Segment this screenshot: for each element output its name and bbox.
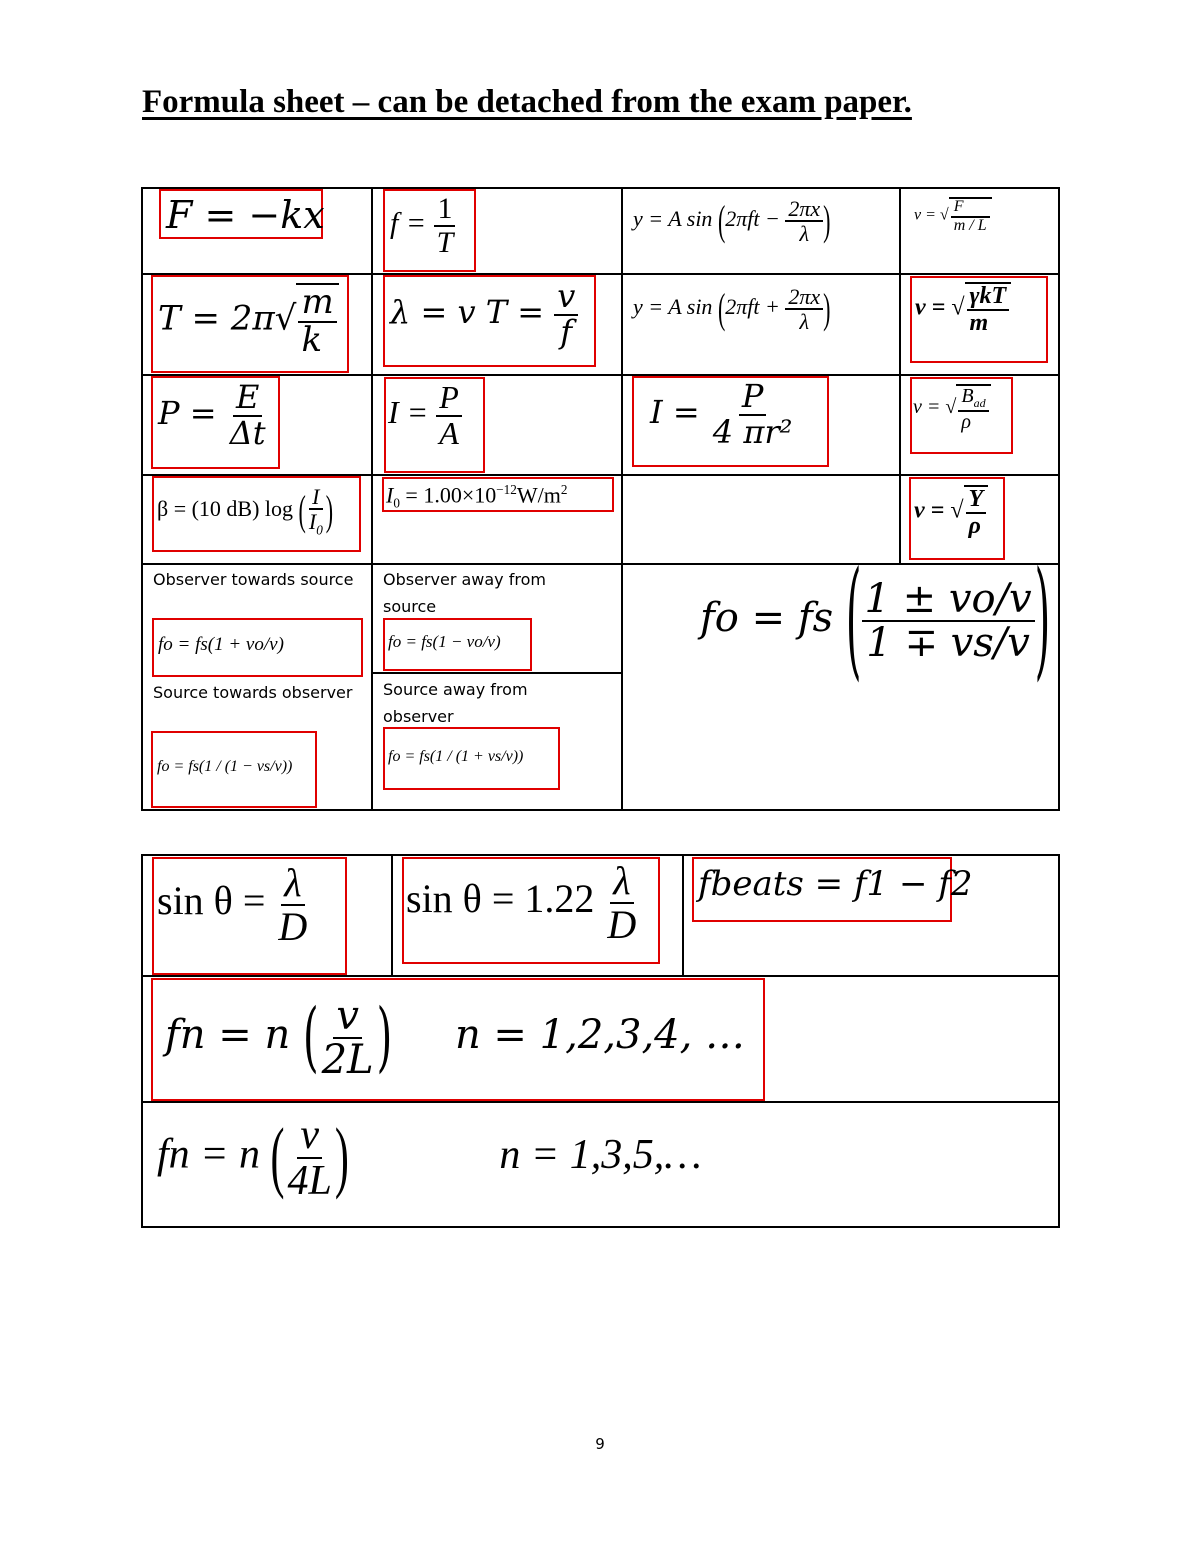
source-away-formula: fo = fs(1 / (1 + vs/v)) bbox=[388, 748, 524, 765]
wave-speed: λ = v T = $\frac{v}{f}$ bbox=[390, 280, 578, 349]
observer-away-label: Observer away from source bbox=[383, 570, 546, 616]
decibel-level: β = (10 dB) log ( $\frac{I}{I_0}$ ) bbox=[157, 484, 334, 538]
observer-towards-formula: fo = fs(1 + vo/v) bbox=[158, 634, 284, 655]
wave-equation-minus: y = A sin (2πft − $\frac{2\pi x}{\lambda}$ ) bbox=[633, 196, 831, 247]
doppler-general: fo = fs ( $\frac{1 \pm vo/v}{1 \mp vs/v}$ ) bbox=[700, 547, 1051, 695]
pendulum-spring-period: T = 2π√ $\frac{m}{k}$ bbox=[158, 283, 339, 358]
string-speed-linear-density: v = √ $\frac{F}{m / L}$ bbox=[914, 197, 992, 235]
page-number: 9 bbox=[595, 1435, 605, 1453]
power-equation: P = $\frac{E}{\Delta t}$ bbox=[158, 378, 266, 452]
intensity-area: I = $\frac{P}{A}$ bbox=[388, 381, 462, 450]
circular-aperture: sin θ = 1.22 $\frac{\lambda}{D}$ bbox=[406, 858, 637, 947]
page-title: Formula sheet – can be detached from the exam paper. bbox=[142, 84, 912, 120]
gas-sound-speed: v = √ γkT m bbox=[915, 282, 1011, 336]
single-slit-minimum: sin θ = $\frac{\lambda}{D}$ bbox=[157, 860, 308, 949]
open-pipe-harmonics: fn = n ( $\frac{v}{2L}$ ) n = 1,2,3,4, … bbox=[165, 993, 746, 1083]
fluid-sound-speed: v = √ $B_{ad}$ ρ bbox=[913, 384, 991, 433]
source-away-label: Source away from observer bbox=[383, 680, 528, 726]
observer-towards-label: Observer towards source bbox=[153, 570, 354, 589]
closed-pipe-harmonics: fn = n ( $\frac{v}{4L}$ ) n = 1,3,5,… bbox=[157, 1112, 702, 1205]
wave-equation-plus: y = A sin (2πft + $\frac{2\pi x}{\lambda}$ ) bbox=[633, 284, 831, 335]
hooke-law: F = −kx bbox=[166, 193, 325, 237]
threshold-intensity: $I_0 = 1.00\times 10^{-12}W/m^2$ bbox=[386, 482, 568, 511]
frequency-period: f = $\frac{1}{T}$ bbox=[390, 193, 456, 258]
solid-sound-speed: v = √ $\frac{Y}{\rho}$ bbox=[914, 485, 988, 539]
source-towards-formula: fo = fs(1 / (1 − vs/v)) bbox=[157, 758, 293, 775]
observer-away-formula: fo = fs(1 − vo/v) bbox=[388, 632, 501, 651]
source-towards-label: Source towards observer bbox=[153, 683, 353, 702]
intensity-sphere: I = $\frac{P}{\text{4 πr²}}$ bbox=[650, 377, 793, 451]
beat-frequency: fbeats = f1 − f2 bbox=[698, 864, 973, 904]
